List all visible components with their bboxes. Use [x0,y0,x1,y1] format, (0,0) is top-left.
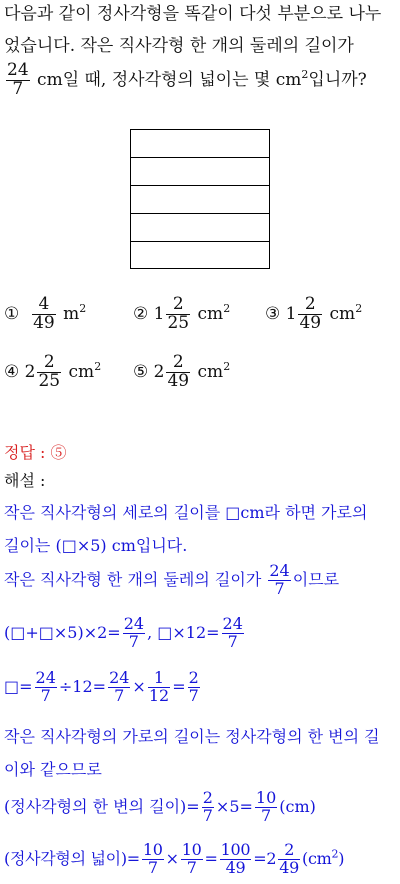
choice-3[interactable]: ③ 1 $\frac{2}{49}$ $cm^2$ [265,294,363,333]
explanation-equation-2: □= $\frac{24}{7}$ ÷12= $\frac{24}{7}$ × $\frac{1}{12}$ = $\frac{2}{7}$ [4,668,199,705]
choice-1[interactable]: ① $\frac{4}{49}$ $m^2$ [4,294,87,333]
strip-rectangle [131,242,269,270]
divided-square-figure [130,129,270,269]
explanation-line-2: 길이는 (□×5) cm입니다. [4,536,188,555]
explanation-equation-1: (□+□×5)×2= $\frac{24}{7}$ , □×12= $\frac{24}{7}$ [4,614,243,651]
explanation-line-1: 작은 직사각형의 세로의 길이를 □cm라 하면 가로의 [4,503,368,522]
problem-line-2: 었습니다. 작은 직사각형 한 개의 둘레의 길이가 [4,36,354,56]
explanation-label: 해설 : [4,471,46,490]
problem-line-1: 다음과 같이 정사각형을 똑같이 다섯 부분으로 나누 [4,4,382,24]
strip-rectangle [131,158,269,186]
problem-line-3: $\frac{24}{7}$ cm일 때, 정사각형의 넓이는 몇 $cm^2$입니까? [7,60,367,99]
explanation-equation-3: (정사각형의 한 변의 길이)= $\frac{2}{7}$ ×5= $\frac{10}{7}$ (cm) [4,788,316,825]
choice-2[interactable]: ② 1 $\frac{2}{25}$ $cm^2$ [133,294,231,333]
explanation-line-3: 작은 직사각형 한 개의 둘레의 길이가 $\frac{24}{7}$ 이므로 [4,561,340,598]
explanation-line-5: 이와 같으므로 [4,760,102,779]
explanation-line-4: 작은 직사각형의 가로의 길이는 정사각형의 한 변의 길 [4,727,380,746]
strip-rectangle [131,186,269,214]
explanation-equation-4: (정사각형의 넓이)= $\frac{10}{7}$ × $\frac{10}{7}$ = $\frac{100}{49}$ =2 $\frac{2}{49}$ $(cm^2)$ [4,840,345,877]
choice-5[interactable]: ⑤ 2 $\frac{2}{49}$ $cm^2$ [133,352,231,391]
strip-rectangle [131,130,269,158]
answer-line: 정답 : ⑤ [4,443,67,462]
choice-4[interactable]: ④ 2 $\frac{2}{25}$ $cm^2$ [4,352,102,391]
perimeter-fraction: $\frac{24}{7}$ [7,60,29,99]
strip-rectangle [131,214,269,242]
